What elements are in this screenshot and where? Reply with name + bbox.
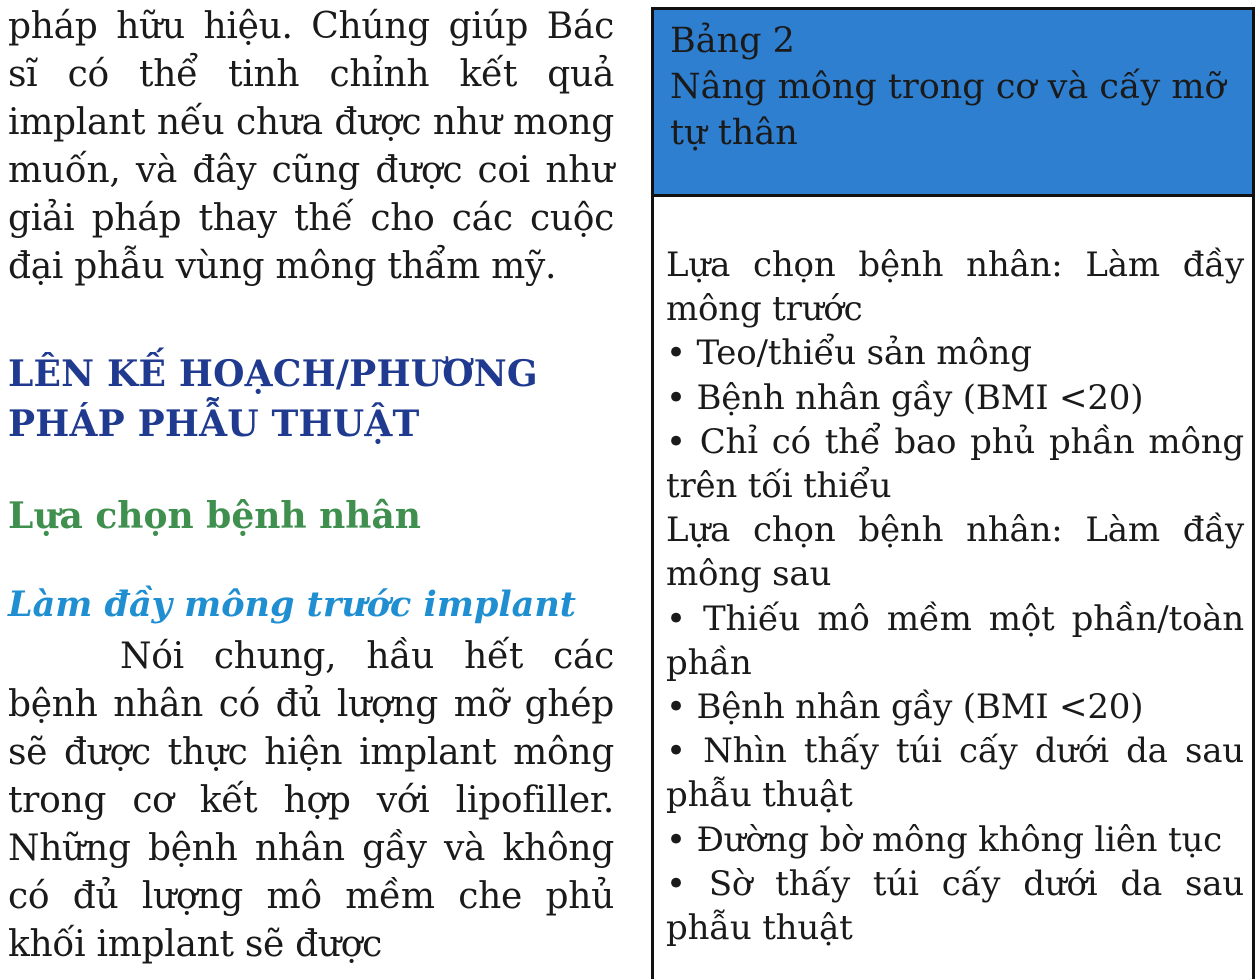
group-heading-anterior: Lựa chọn bệnh nhân: Làm đầy mông trước — [666, 245, 1244, 330]
list-item: • Thiếu mô mềm một phần/toàn phần — [666, 598, 1244, 683]
section-heading: LÊN KẾ HOẠCH/PHƯƠNG PHÁP PHẪU THUẬT — [8, 353, 538, 445]
table-2-box — [651, 7, 1255, 979]
left-column — [8, 0, 614, 969]
list-item: • Bệnh nhân gầy (BMI <20) — [666, 377, 1144, 418]
subsection-heading: Lựa chọn bệnh nhân — [8, 495, 421, 537]
list-item: • Bệnh nhân gầy (BMI <20) — [666, 687, 1144, 728]
table-number: Bảng 2 — [670, 21, 795, 61]
group-heading-posterior: Lựa chọn bệnh nhân: Làm đầy mông sau — [666, 510, 1244, 595]
table-header — [654, 10, 1252, 197]
list-item: • Đường bờ mông không liên tục — [666, 819, 1222, 860]
list-item: • Chỉ có thể bao phủ phần mông trên tối thiểu — [666, 421, 1244, 507]
list-item: • Sờ thấy túi cấy dưới da sau phẫu thuật — [666, 863, 1244, 949]
table-title: Nâng mông trong cơ và cấy mỡ tự thân — [670, 67, 1226, 153]
intro-paragraph: pháp hữu hiệu. Chúng giúp Bác sĩ có thể tinh chỉnh kết quả implant nếu chưa được như mong muốn, và đây cũng được coi như giải pháp thay thế cho các cuộc đại phẫu vùng mông thẩm mỹ. — [8, 6, 614, 287]
list-item: • Nhìn thấy túi cấy dưới da sau phẫu thuật — [666, 731, 1244, 816]
table-body — [654, 197, 1252, 950]
list-item: • Teo/thiểu sản mông — [666, 333, 1032, 374]
body-paragraph: Nói chung, hầu hết các bệnh nhân có đủ lượng mỡ ghép sẽ được thực hiện implant mông trong cơ kết hợp với lipofiller. Những bệnh nhân gầy và không có đủ lượng mô mềm che phủ khối implant sẽ được — [8, 636, 614, 965]
subsubsection-heading: Làm đầy mông trước implant — [8, 584, 576, 625]
